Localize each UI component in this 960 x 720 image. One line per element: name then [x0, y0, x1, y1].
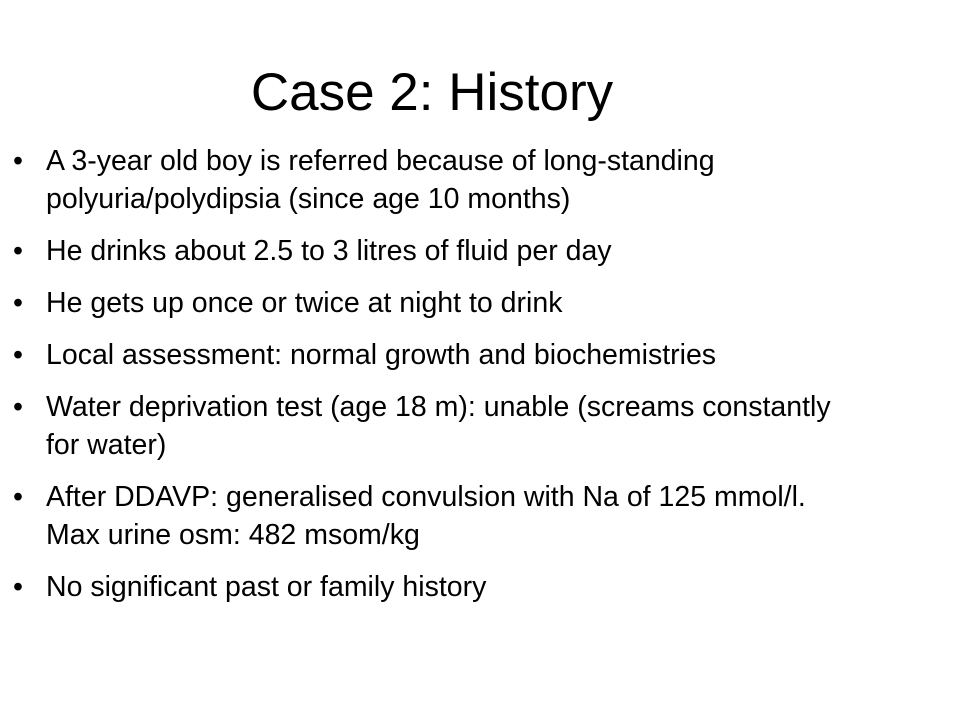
bullet-marker: • [13, 145, 23, 177]
bullet-marker: • [13, 571, 23, 603]
bullet-list [0, 142, 960, 620]
bullet-item [0, 284, 960, 322]
bullet-text: A 3-year old boy is referred because of long-standing polyuria/polydipsia (since age 10 months) [46, 145, 715, 215]
bullet-marker: • [13, 235, 23, 267]
slide-title: Case 2: History [250, 63, 614, 122]
bullet-item [0, 142, 960, 218]
bullet-item [0, 336, 960, 374]
bullet-text: No significant past or family history [46, 571, 487, 603]
bullet-text: Water deprivation test (age 18 m): unable (screams constantly for water) [46, 391, 831, 461]
bullet-marker: • [13, 287, 23, 319]
bullet-item [0, 478, 960, 554]
bullet-text: Local assessment: normal growth and biochemistries [46, 339, 717, 371]
bullet-marker: • [13, 339, 23, 371]
bullet-item [0, 232, 960, 270]
bullet-item [0, 388, 960, 464]
bullet-item [0, 568, 960, 606]
bullet-marker: • [13, 481, 23, 513]
bullet-text: He gets up once or twice at night to drink [46, 287, 563, 319]
bullet-text: After DDAVP: generalised convulsion with Na of 125 mmol/l. Max urine osm: 482 msom/kg [46, 481, 806, 551]
bullet-text: He drinks about 2.5 to 3 litres of fluid per day [46, 235, 612, 267]
bullet-marker: • [13, 391, 23, 423]
